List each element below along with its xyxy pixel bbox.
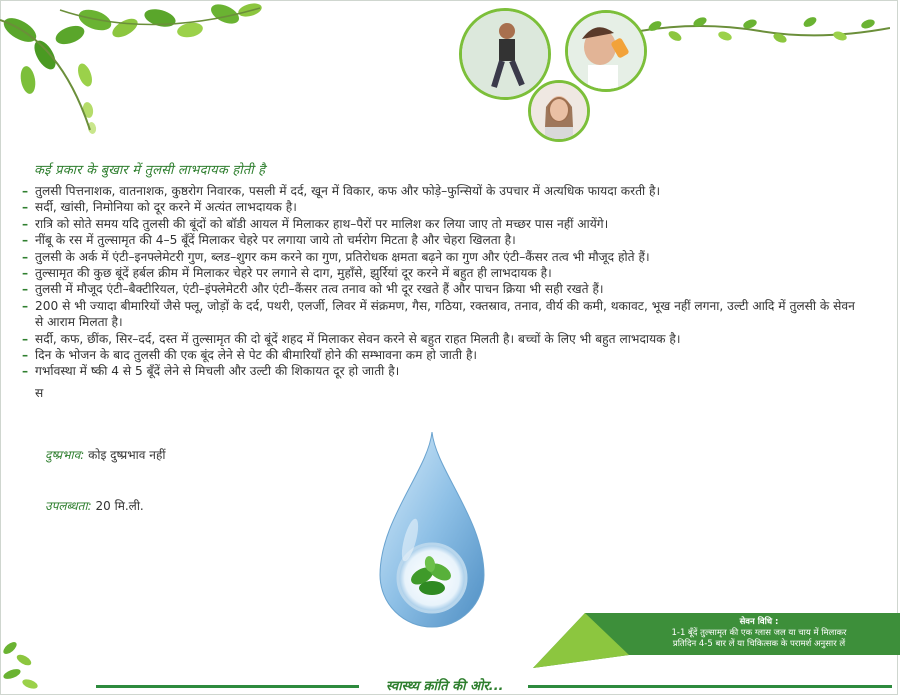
list-item-text: गर्भावस्था में ष्की 4 से 5 बूँदें लेने से मिचली और उल्टी की शिकायत दूर हो जाती है। [35, 364, 400, 379]
list-item-text: नींबू के रस में तुल्सामृत की 4–5 बूँदें मिलाकर चेहरे पर लगाया जाये तो चर्मरोग मिटता है और चेहरा खिलता है। [35, 233, 516, 248]
vine-decoration-top-right [640, 6, 890, 56]
usage-text [621, 617, 897, 650]
water-drop-image [376, 430, 488, 635]
footer-rule-right [528, 685, 892, 688]
list-item-text: 200 से भी ज्यादा बीमारियों जैसे फ्लू, जोड़ों के दर्द, पथरी, एलर्जी, लिवर में संक्रमण, गैस, गठिया, रक्तस्राव, तनाव, वीर्य की कमी, थकावट, भूख नहीं लगना, उल्टी आदि में तुलसी के सेवन से आराम मिलता है। [35, 298, 855, 330]
list-item [22, 232, 862, 248]
usage-instructions-band [533, 613, 900, 668]
side-effects [45, 446, 165, 463]
list-item [22, 331, 862, 347]
availability-label: उपलब्धता: [45, 499, 92, 513]
bullet-dash-icon: – [22, 282, 29, 297]
list-item-text: तुलसी पित्तनाशक, वातनाशक, कुष्ठरोग निवारक, पसली में दर्द, खून में विकार, कफ और फोड़े–फुन्सियों के उपचार में अत्यधिक फायदा करती है। [35, 184, 661, 198]
list-item-text: सर्दी, खांसी, निमोनिया को दूर करने में अत्यंत लाभदायक है। [35, 200, 297, 215]
bullet-dash-icon: – [22, 331, 29, 346]
availability-value: 20 मि.ली. [95, 499, 144, 513]
list-item-text: सर्दी, कफ, छींक, सिर–दर्द, दस्त में तुल्सामृत की दो बूंदें शहद में मिलाकर सेवन करने से बहुत राहत मिलती है। बच्चों के लिए भी बहुत लाभदायक है। [35, 331, 681, 346]
list-item [22, 298, 862, 331]
availability [45, 497, 144, 514]
list-item-text: रात्रि को सोते समय यदि तुलसी की बूंदों को बॉडी आयल में मिलाकर हाथ–पैरों पर मालिश कर लिया जाए तो मच्छर पास नहीं आयेंगे। [35, 216, 609, 231]
benefits-heading: कई प्रकार के बुखार में तुलसी लाभदायक होती है [34, 163, 266, 178]
bullet-dash-icon: – [22, 249, 29, 264]
girl-eating-photo [528, 80, 590, 142]
list-item [22, 347, 862, 363]
usage-title: सेवन विधि : [739, 617, 779, 627]
stray-character: स [35, 386, 44, 400]
list-item [22, 265, 862, 281]
bullet-dash-icon: – [22, 216, 29, 231]
leaves-decoration-bottom-left [0, 628, 48, 697]
bullet-dash-icon: – [22, 364, 29, 379]
drinking-woman-photo [565, 10, 647, 92]
benefits-list [22, 183, 862, 380]
bullet-dash-icon: – [22, 233, 29, 248]
usage-line-2: प्रतिदिन 4-5 बार लें या चिकित्सक के परामर्श अनुसार लें [672, 639, 846, 649]
list-item-text: दिन के भोजन के बाद तुलसी की एक बूंद लेने से पेट की बीमारियाँ होने की सम्भावना कम हो जाती है। [35, 348, 478, 363]
list-item-text: तुलसी के अर्क में एंटी–इनफ्लेमेटरी गुण, ब्लड–शुगर कम करने का गुण, प्रतिरोधक क्षमता बढ़ने का गुण और एंटी–कैंसर तत्व भी मौजूद होते हैं। [35, 249, 650, 264]
side-effects-label: दुष्प्रभाव: [45, 448, 85, 462]
leaves-decoration-top-left [0, 0, 270, 140]
list-item [22, 281, 862, 297]
footer-tagline: स्वास्थ्य क्रांति की ओर... [386, 679, 504, 694]
runner-photo [459, 8, 551, 100]
bullet-dash-icon: – [22, 200, 29, 215]
list-item [22, 199, 862, 215]
list-item [22, 249, 862, 265]
list-item-text: तुलसी में मौजूद एंटी–बैक्टीरियल, एंटी–इंफ्लेमेटरी और एंटी–कैंसर तत्व तनाव को भी दूर रखते हैं और पाचन क्रिया भी सही रखते हैं। [35, 282, 604, 297]
list-item [22, 183, 862, 199]
usage-line-1: 1-1 बूँदें तुल्सामृत की एक ग्लास जल या चाय में मिलाकर [671, 628, 847, 638]
list-item-text: तुल्सामृत की कुछ बूंदें हर्बल क्रीम में मिलाकर चेहरे पर लगाने से दाग, मुहाँसे, झुर्रियां दूर करने में बहुत ही लाभदायक है। [35, 266, 552, 281]
list-item [22, 216, 862, 232]
bullet-dash-icon: – [22, 266, 29, 281]
bullet-dash-icon: – [22, 348, 29, 363]
bullet-dash-icon: – [22, 298, 29, 313]
side-effects-value: कोइ दुष्प्रभाव नहीं [88, 448, 166, 462]
bullet-dash-icon: – [22, 184, 29, 198]
footer-rule-left [96, 685, 359, 688]
list-item [22, 363, 862, 379]
